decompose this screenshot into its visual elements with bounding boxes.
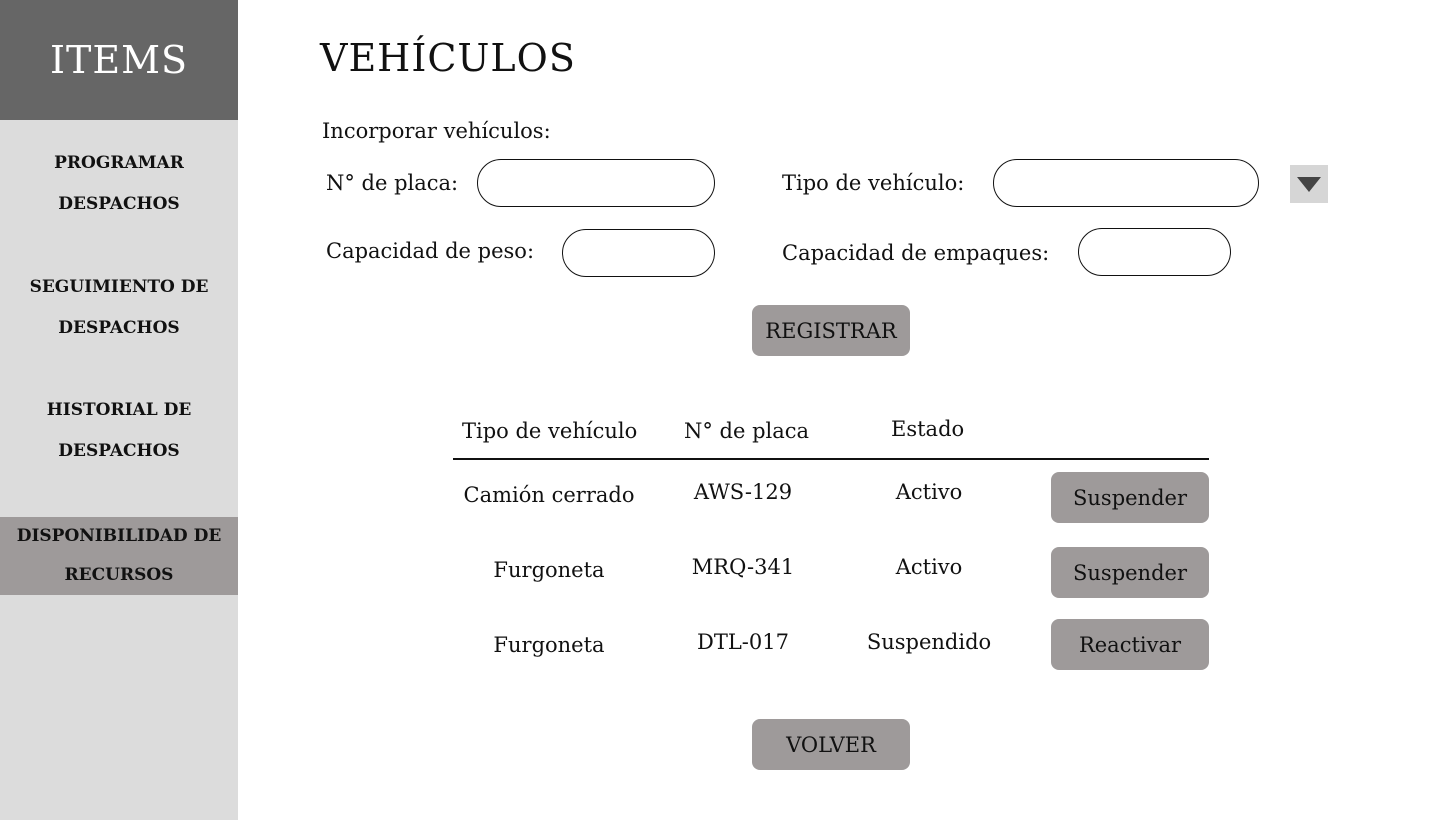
suspend-button[interactable]: Suspender xyxy=(1051,472,1209,523)
table-cell-status: Activo xyxy=(895,480,963,504)
sidebar-item-label: DESPACHOS xyxy=(58,441,180,461)
sidebar-item-label: DESPACHOS xyxy=(58,318,180,338)
column-header-plate: N° de placa xyxy=(684,419,810,443)
sidebar-item-label: DISPONIBILIDAD DE xyxy=(16,526,222,546)
sidebar xyxy=(0,0,238,820)
register-button[interactable]: REGISTRAR xyxy=(752,305,910,356)
page-title: VEHÍCULOS xyxy=(320,36,576,80)
form-section-label: Incorporar vehículos: xyxy=(322,119,551,143)
back-button[interactable]: VOLVER xyxy=(752,719,910,770)
sidebar-item-label: DESPACHOS xyxy=(58,194,180,214)
column-header-type: Tipo de vehículo xyxy=(462,419,638,443)
reactivate-button[interactable]: Reactivar xyxy=(1051,619,1209,670)
sidebar-item-label: HISTORIAL DE xyxy=(46,400,192,420)
plate-label: N° de placa: xyxy=(326,171,459,195)
sidebar-item-disponibilidad-recursos[interactable] xyxy=(0,517,238,595)
vehicle-type-label: Tipo de vehículo: xyxy=(782,171,965,195)
sidebar-item-seguimiento-despachos[interactable] xyxy=(0,267,238,345)
table-cell-status: Suspendido xyxy=(866,630,992,654)
vehicle-type-dropdown[interactable] xyxy=(1290,165,1328,203)
sidebar-item-label: RECURSOS xyxy=(64,565,174,585)
vehicle-type-input[interactable] xyxy=(993,159,1259,207)
chevron-down-icon xyxy=(1297,177,1321,192)
table-cell-type: Camión cerrado xyxy=(463,483,635,507)
table-cell-status: Activo xyxy=(895,555,963,579)
sidebar-item-programar-despachos[interactable] xyxy=(0,143,238,221)
table-header-divider xyxy=(453,458,1209,460)
suspend-button[interactable]: Suspender xyxy=(1051,547,1209,598)
package-capacity-input[interactable] xyxy=(1078,228,1231,276)
table-cell-plate: AWS-129 xyxy=(693,480,793,504)
table-cell-plate: DTL-017 xyxy=(697,630,789,654)
package-capacity-label: Capacidad de empaques: xyxy=(782,241,1050,265)
table-cell-type: Furgoneta xyxy=(493,558,605,582)
sidebar-title: ITEMS xyxy=(0,0,238,120)
weight-capacity-input[interactable] xyxy=(562,229,715,277)
plate-input[interactable] xyxy=(477,159,715,207)
sidebar-item-label: PROGRAMAR xyxy=(54,153,184,173)
table-cell-plate: MRQ-341 xyxy=(691,555,795,579)
column-header-status: Estado xyxy=(891,417,965,441)
sidebar-item-label: SEGUIMIENTO DE xyxy=(29,277,209,297)
sidebar-item-historial-despachos[interactable] xyxy=(0,390,238,468)
weight-capacity-label: Capacidad de peso: xyxy=(326,239,535,263)
table-cell-type: Furgoneta xyxy=(493,633,605,657)
